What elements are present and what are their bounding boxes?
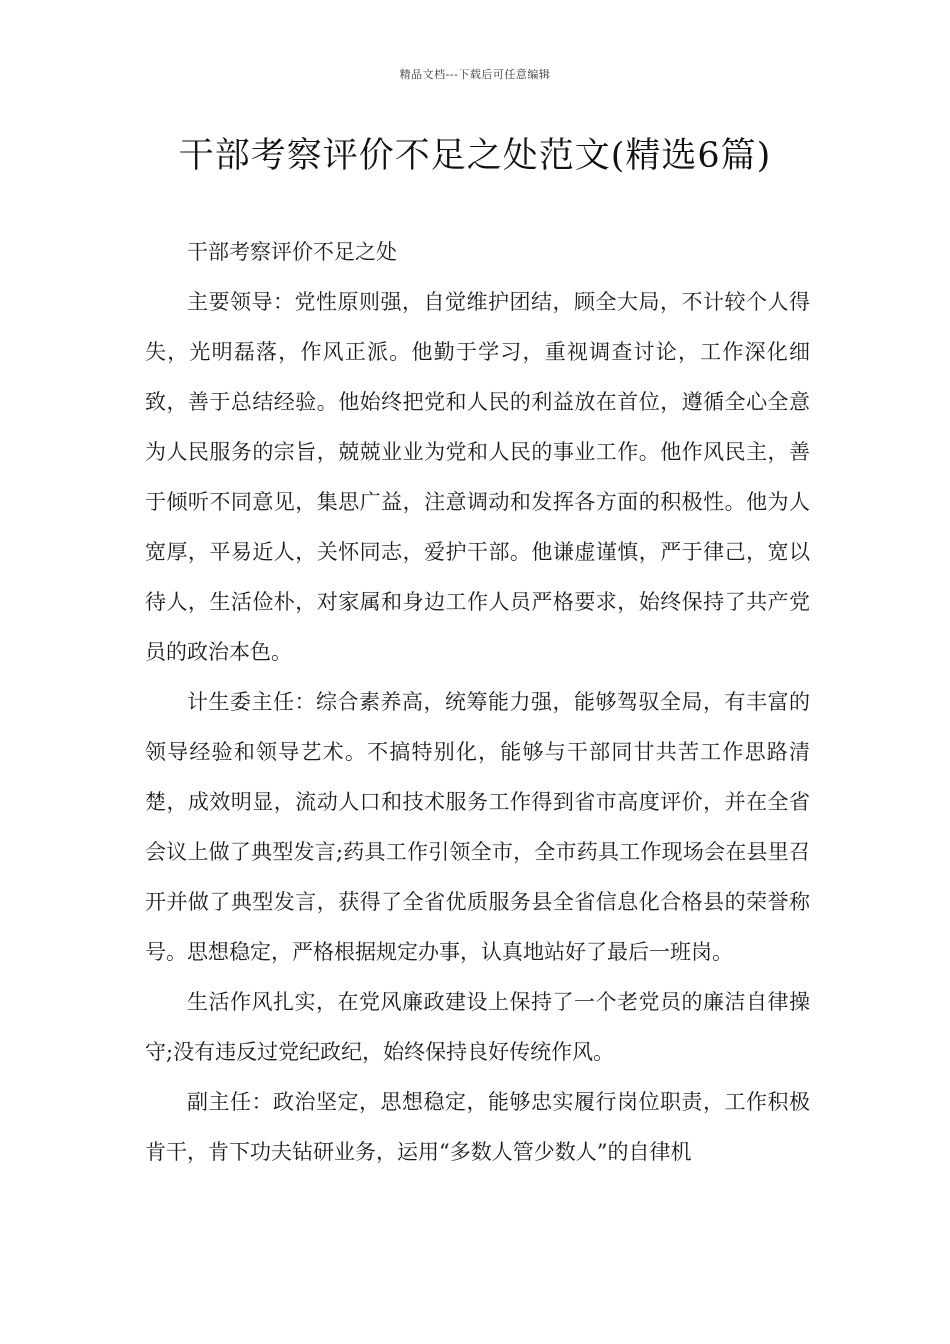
paragraph-family-planning-director: 计生委主任：综合素养高，统筹能力强，能够驾驭全局，有丰富的领导经验和领导艺术。不搞特别化，能够与干部同甘共苦工作思路清楚，成效明显，流动人口和技术服务工作得到省市高度评价，并在全省会议上做了典型发言;药具工作引领全市，全市药具工作现场会在县里召开并做了典型发言，获得了全省优质服务县全省信息化合格县的荣誉称号。思想稳定，严格根据规定办事，认真地站好了最后一班岗。 bbox=[145, 690, 810, 964]
document-title: 干部考察评价不足之处范文(精选6篇) bbox=[178, 136, 772, 176]
document-body bbox=[145, 227, 810, 1177]
section-heading: 干部考察评价不足之处 bbox=[187, 240, 397, 264]
header-note: 精品文档---下载后可任意编辑 bbox=[399, 68, 551, 81]
paragraph-main-leader: 主要领导：党性原则强，自觉维护团结，顾全大局，不计较个人得失，光明磊落，作风正派。他勤于学习，重视调查讨论，工作深化细致，善于总结经验。他始终把党和人民的利益放在首位，遵循全心全意为人民服务的宗旨，兢兢业业为党和人民的事业工作。他作风民主，善于倾听不同意见，集思广益，注意调动和发挥各方面的积极性。他为人宽厚，平易近人，关怀同志，爱护干部。他谦虚谨慎，严于律己，宽以待人，生活俭朴，对家属和身边工作人员严格要求，始终保持了共产党员的政治本色。 bbox=[145, 290, 810, 664]
paragraph-deputy-director: 副主任：政治坚定，思想稳定，能够忠实履行岗位职责，工作积极肯干，肯下功夫钻研业务，运用“多数人管少数人”的自律机 bbox=[145, 1090, 810, 1164]
paragraph-life-style: 生活作风扎实，在党风廉政建设上保持了一个老党员的廉洁自律操守;没有违反过党纪政纪，始终保持良好传统作风。 bbox=[145, 990, 810, 1064]
